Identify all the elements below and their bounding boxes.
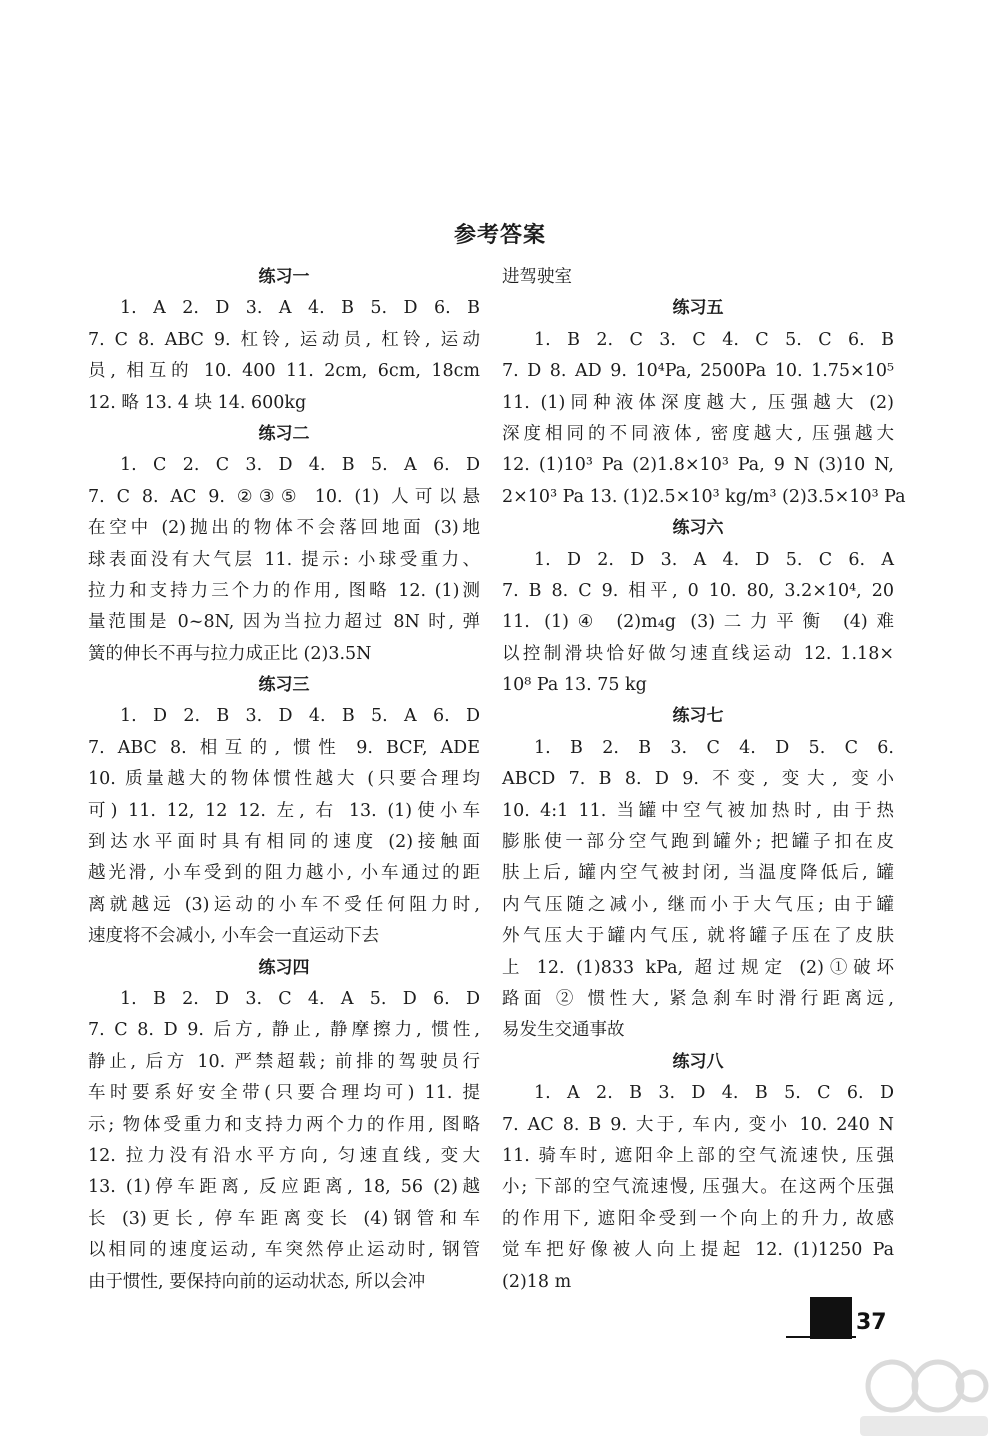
section-heading: 练习八	[672, 1051, 724, 1072]
right-column	[502, 262, 906, 1298]
answer-line: ABCD 7. B 8. D 9. 不变, 变大, 变小	[502, 769, 894, 790]
answer-line: 1. C 2. C 3. D 4. B 5. A 6. D	[120, 455, 480, 476]
answer-line: 簧的伸长不再与拉力成正比 (2)3.5N	[88, 643, 372, 664]
answer-line: 10. 4:1 11. 当罐中空气被加热时, 由于热	[502, 800, 894, 821]
answer-line: 外气压大于罐内气压, 就将罐子压在了皮肤	[502, 926, 894, 947]
section-heading: 练习三	[258, 675, 310, 696]
answer-line: 小; 下部的空气流速慢, 压强大。在这两个压强	[502, 1177, 894, 1198]
answer-line: 7. AC 8. B 9. 大于, 车内, 变小 10. 240 N	[502, 1114, 894, 1135]
section-heading: 练习一	[258, 267, 310, 287]
answer-line: 觉车把好像被人向上提起 12. (1)1250 Pa	[502, 1240, 894, 1261]
left-column	[88, 262, 480, 1298]
answer-line: 进驾驶室	[502, 267, 572, 287]
answer-line: 11. (1)④ (2)m₄g (3)二力平衡 (4)难	[502, 612, 894, 633]
answer-line: 员, 相互的 10. 400 11. 2cm, 6cm, 18cm	[88, 361, 480, 382]
answer-line: 12. 略 13. 4 块 14. 600kg	[88, 392, 307, 413]
answer-line: 以控制滑块恰好做匀速直线运动 12. 1.18×	[502, 643, 894, 664]
answer-line: 10⁸ Pa 13. 75 kg	[502, 675, 647, 696]
answer-line: 1. D 2. B 3. D 4. B 5. A 6. D	[120, 706, 480, 727]
answer-line: 到达水平面时具有相同的速度 (2)接触面	[88, 832, 480, 853]
answer-line: 2×10³ Pa 13. (1)2.5×10³ kg/m³ (2)3.5×10³ Pa	[502, 486, 906, 507]
answer-line: 7. B 8. C 9. 相平, 0 10. 80, 3.2×10⁴, 20	[502, 580, 894, 601]
answer-line: 13. (1)停车距离, 反应距离, 18, 56 (2)越	[88, 1177, 480, 1198]
section-heading: 练习四	[258, 957, 310, 978]
answer-line: 膨胀使一部分空气跑到罐外; 把罐子扣在皮	[502, 832, 894, 853]
answer-line: 静止, 后方 10. 严禁超载; 前排的驾驶员行	[88, 1051, 480, 1072]
answer-line: 易发生交通事故	[502, 1020, 625, 1041]
answer-line: 在空中 (2)抛出的物体不会落回地面 (3)地	[88, 518, 480, 539]
answer-line: 12. (1)10³ Pa (2)1.8×10³ Pa, 9 N (3)10 N,	[502, 455, 894, 476]
answer-line: 离就越远 (3)运动的小车不受任何阻力时,	[88, 894, 480, 915]
answer-line: 以相同的速度运动, 车突然停止运动时, 钢管	[88, 1240, 480, 1261]
answer-line: 长 (3)更长, 停车距离变长 (4)钢管和车	[88, 1208, 480, 1229]
answer-line: 示; 物体受重力和支持力两个力的作用, 图略	[88, 1114, 480, 1135]
answer-line: 7. C 8. ABC 9. 杠铃, 运动员, 杠铃, 运动	[88, 329, 480, 350]
page-number: 37	[856, 1310, 887, 1335]
answer-line: 肤上后, 罐内空气被封闭, 当温度降低后, 罐	[502, 863, 894, 884]
section-heading: 练习二	[258, 423, 310, 444]
answer-line: 7. ABC 8. 相互的, 惯性 9. BCF, ADE	[88, 737, 480, 758]
answer-line: 11. 骑车时, 遮阳伞上部的空气流速快, 压强	[502, 1145, 894, 1166]
answer-line: 7. C 8. D 9. 后方, 静止, 静摩擦力, 惯性,	[88, 1020, 480, 1041]
answer-line: 深度相同的不同液体, 密度越大, 压强越大	[502, 423, 894, 444]
section-heading: 练习五	[672, 298, 724, 319]
answer-line: 12. 拉力没有沿水平方向, 匀速直线, 变大	[88, 1145, 480, 1166]
page-number-block	[810, 1297, 852, 1339]
answer-line: 内气压随之减小, 继而小于大气压; 由于罐	[502, 894, 894, 915]
answer-line: 1. A 2. D 3. A 4. B 5. D 6. B	[120, 298, 480, 319]
section-heading: 练习六	[672, 518, 724, 539]
answer-line: (2)18 m	[502, 1271, 572, 1292]
answer-line: 车时要系好安全带(只要合理均可) 11. 提	[88, 1083, 480, 1104]
page-title: 参考答案	[453, 223, 546, 248]
answer-line: 由于惯性, 要保持向前的运动状态, 所以会冲	[88, 1271, 426, 1292]
answer-line: 路面 ② 惯性大, 紧急刹车时滑行距离远,	[502, 988, 894, 1009]
answer-line: 1. B 2. D 3. C 4. A 5. D 6. D	[120, 988, 480, 1009]
answer-line: 球表面没有大气层 11. 提示: 小球受重力、	[88, 549, 480, 570]
watermark-logo	[852, 1350, 992, 1442]
answer-line: 1. B 2. B 3. C 4. D 5. C 6.	[534, 737, 894, 758]
answer-line: 10. 质量越大的物体惯性越大 (只要合理均	[88, 769, 480, 790]
answer-line: 1. D 2. D 3. A 4. D 5. C 6. A	[534, 549, 894, 570]
answer-line: 量范围是 0~8N, 因为当拉力超过 8N 时, 弹	[88, 612, 480, 633]
answer-line: 越光滑, 小车受到的阻力越小, 小车通过的距	[88, 863, 480, 884]
section-heading: 练习七	[672, 706, 724, 727]
answer-line: 上 12. (1)833 kPa, 超过规定 (2)①破坏	[502, 957, 894, 978]
answer-line: 1. A 2. B 3. D 4. B 5. C 6. D	[534, 1083, 894, 1104]
answer-line: 拉力和支持力三个力的作用, 图略 12. (1)测	[88, 580, 480, 601]
answer-line: 1. B 2. C 3. C 4. C 5. C 6. B	[534, 329, 894, 350]
answer-line: 速度将不会减小, 小车会一直运动下去	[88, 926, 380, 947]
answer-line: 可) 11. 12, 12 12. 左, 右 13. (1)使小车	[88, 800, 480, 821]
answer-line: 11. (1)同种液体深度越大, 压强越大 (2)	[502, 392, 894, 413]
answer-line: 7. C 8. AC 9. ②③⑤ 10. (1) 人可以悬	[88, 486, 480, 507]
answer-line: 的作用下, 遮阳伞受到一个向上的升力, 故感	[502, 1208, 894, 1229]
answer-line: 7. D 8. AD 9. 10⁴Pa, 2500Pa 10. 1.75×10⁵	[502, 361, 894, 382]
